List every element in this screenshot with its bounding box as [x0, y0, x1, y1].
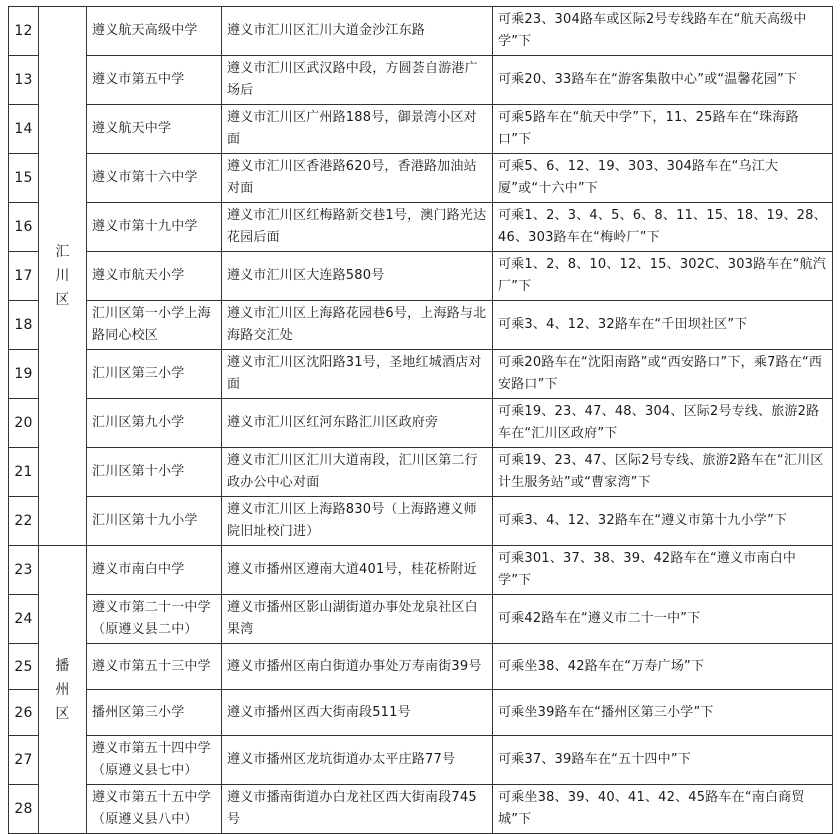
table-row	[9, 399, 833, 448]
school-address: 遵义市汇川区红河东路汇川区政府旁	[222, 399, 493, 448]
school-name: 汇川区第十九小学	[87, 497, 222, 546]
row-number: 17	[9, 252, 39, 301]
table-row	[9, 350, 833, 399]
row-number: 18	[9, 301, 39, 350]
district-label: 播州区	[55, 657, 70, 722]
school-name: 遵义市第五十四中学（原遵义县七中）	[87, 736, 222, 785]
school-name: 汇川区第一小学上海路同心校区	[87, 301, 222, 350]
school-name: 遵义市第五十五中学（原遵义县八中）	[87, 785, 222, 834]
row-number: 26	[9, 690, 39, 736]
table-row	[9, 154, 833, 203]
row-number: 14	[9, 105, 39, 154]
table-row	[9, 56, 833, 105]
district-label: 汇川区	[55, 244, 70, 308]
table-row	[9, 448, 833, 497]
school-address: 遵义市汇川区上海路830号（上海路遵义师院旧址校门进）	[222, 497, 493, 546]
school-address: 遵义市汇川区汇川大道金沙江东路	[222, 7, 493, 56]
school-address: 遵义市汇川区武汉路中段，方圆荟自游港广场后	[222, 56, 493, 105]
row-number: 23	[9, 546, 39, 595]
bus-info: 可乘42路车在“遵义市二十一中”下	[493, 595, 833, 644]
row-number: 24	[9, 595, 39, 644]
row-number: 22	[9, 497, 39, 546]
bus-info: 可乘3、4、12、32路车在“遵义市第十九小学”下	[493, 497, 833, 546]
table-row	[9, 301, 833, 350]
school-address: 遵义市播州区龙坑街道办太平庄路77号	[222, 736, 493, 785]
school-address: 遵义市汇川区沈阳路31号，圣地红城酒店对面	[222, 350, 493, 399]
row-number: 27	[9, 736, 39, 785]
school-address: 遵义市播州区遵南大道401号，桂花桥附近	[222, 546, 493, 595]
school-address: 遵义市播州区南白街道办事处万寿南街39号	[222, 644, 493, 690]
row-number: 19	[9, 350, 39, 399]
row-number: 20	[9, 399, 39, 448]
district-cell	[39, 546, 87, 834]
district-cell	[39, 7, 87, 546]
bus-info: 可乘3、4、12、32路车在“千田坝社区”下	[493, 301, 833, 350]
bus-info: 可乘37、39路车在“五十四中”下	[493, 736, 833, 785]
school-address: 遵义市汇川区汇川大道南段，汇川区第二行政办公中心对面	[222, 448, 493, 497]
table-row	[9, 644, 833, 690]
school-address: 遵义市播州区影山湖街道办事处龙泉社区白果湾	[222, 595, 493, 644]
row-number: 12	[9, 7, 39, 56]
school-name: 遵义市航天小学	[87, 252, 222, 301]
row-number: 25	[9, 644, 39, 690]
school-address: 遵义市播州区西大街南段511号	[222, 690, 493, 736]
row-number: 21	[9, 448, 39, 497]
bus-info: 可乘19、23、47、48、304、区际2号专线、旅游2路车在“汇川区政府”下	[493, 399, 833, 448]
school-name: 遵义市第十九中学	[87, 203, 222, 252]
bus-info: 可乘23、304路车或区际2号专线路车在“航天高级中学”下	[493, 7, 833, 56]
bus-info: 可乘19、23、47、区际2号专线、旅游2路车在“汇川区计生服务站”或“曹家湾”下	[493, 448, 833, 497]
school-name: 遵义市第五十三中学	[87, 644, 222, 690]
row-number: 15	[9, 154, 39, 203]
school-name: 汇川区第九小学	[87, 399, 222, 448]
school-name: 汇川区第十小学	[87, 448, 222, 497]
bus-info: 可乘20、33路车在“游客集散中心”或“温馨花园”下	[493, 56, 833, 105]
table-row	[9, 7, 833, 56]
bus-info: 可乘20路车在“沈阳南路”或“西安路口”下，乘7路在“西安路口”下	[493, 350, 833, 399]
school-name: 遵义航天高级中学	[87, 7, 222, 56]
table-row	[9, 546, 833, 595]
table-row	[9, 252, 833, 301]
school-address: 遵义市汇川区上海路花园巷6号，上海路与北海路交汇处	[222, 301, 493, 350]
school-name: 遵义航天中学	[87, 105, 222, 154]
school-name: 遵义市南白中学	[87, 546, 222, 595]
school-address: 遵义市汇川区红梅路新交巷1号，澳门路光达花园后面	[222, 203, 493, 252]
bus-info: 可乘5、6、12、19、303、304路车在“乌江大厦”或“十六中”下	[493, 154, 833, 203]
school-address: 遵义市汇川区香港路620号，香港路加油站对面	[222, 154, 493, 203]
bus-info: 可乘5路车在“航天中学”下，11、25路车在“珠海路口”下	[493, 105, 833, 154]
table-row	[9, 497, 833, 546]
table-row	[9, 690, 833, 736]
bus-info: 可乘1、2、8、10、12、15、302C、303路车在“航汽厂”下	[493, 252, 833, 301]
table-row	[9, 595, 833, 644]
school-bus-table	[8, 6, 833, 834]
school-name: 遵义市第二十一中学（原遵义县二中）	[87, 595, 222, 644]
school-table-container	[8, 6, 832, 834]
bus-info: 可乘301、37、38、39、42路车在“遵义市南白中学”下	[493, 546, 833, 595]
table-row	[9, 203, 833, 252]
school-name: 汇川区第三小学	[87, 350, 222, 399]
row-number: 16	[9, 203, 39, 252]
school-name: 播州区第三小学	[87, 690, 222, 736]
bus-info: 可乘坐38、42路车在“万寿广场”下	[493, 644, 833, 690]
school-address: 遵义市汇川区大连路580号	[222, 252, 493, 301]
school-name: 遵义市第十六中学	[87, 154, 222, 203]
school-address: 遵义市播南街道办白龙社区西大街南段745号	[222, 785, 493, 834]
table-row	[9, 736, 833, 785]
table-row	[9, 785, 833, 834]
school-address: 遵义市汇川区广州路188号，御景湾小区对面	[222, 105, 493, 154]
table-row	[9, 105, 833, 154]
school-name: 遵义市第五中学	[87, 56, 222, 105]
bus-info: 可乘坐38、39、40、41、42、45路车在“南白商贸城”下	[493, 785, 833, 834]
row-number: 13	[9, 56, 39, 105]
row-number: 28	[9, 785, 39, 834]
bus-info: 可乘坐39路车在“播州区第三小学”下	[493, 690, 833, 736]
bus-info: 可乘1、2、3、4、5、6、8、11、15、18、19、28、46、303路车在“梅岭厂”下	[493, 203, 833, 252]
